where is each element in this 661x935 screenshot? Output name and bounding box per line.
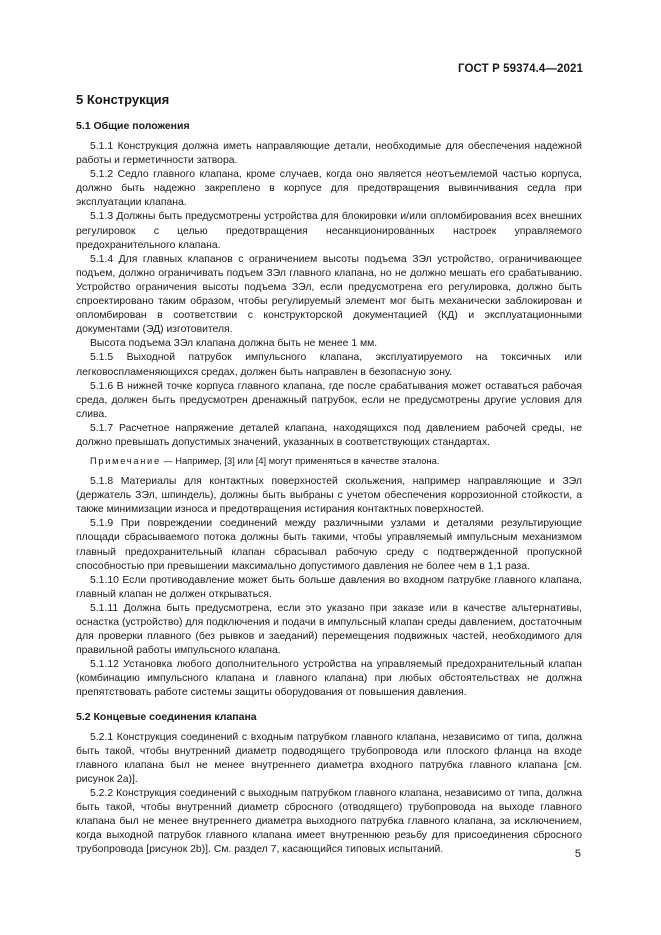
paragraph-5-1-4: 5.1.4 Для главных клапанов с ограничением высоты подъема ЗЭл устройство, ограничивающее подъем, должно ограничивать подъем ЗЭл главного клапана, но не должно мешать его срабатыванию. Устройство ограничения высоты подъема ЗЭл, если предусмотрена его регулировка, должно быть спроектировано таким образом, чтобы регулируемый элемент мог быть механически заблокирован и опломбирован в соответствии с конструкторской документацией (КД) и эксплуатационными документами (ЭД) изготовителя. (76, 253, 582, 336)
paragraph-5-2-1: 5.2.1 Конструкция соединений с входным патрубком главного клапана, независимо от типа, должна быть такой, чтобы внутренний диаметр подводящего трубопровода или плоского фланца на входе главного клапана был не менее внутреннего диаметра входного патрубка главного клапана [см. рисунок 2a)]. (76, 731, 582, 785)
paragraph-5-1-2: 5.1.2 Седло главного клапана, кроме случаев, когда оно является неотъемлемой частью корпуса, должно быть надежно закреплено в корпусе для предотвращения вывинчивания седла при эксплуатации клапана. (76, 169, 582, 209)
paragraph-5-1-12: 5.1.12 Установка любого дополнительного устройства на управляемый предохранительный клапан (комбинацию импульсного клапана и главного клапана) при любых обстоятельствах не должна препятствовать работе системы защиты оборудования от повышения давления. (76, 659, 582, 699)
note (76, 455, 582, 468)
paragraph-lift-height: Высота подъема ЗЭл клапана должна быть не менее 1 мм. (90, 338, 378, 350)
paragraph-5-1-7: 5.1.7 Расчетное напряжение деталей клапана, находящихся под давлением рабочей среды, не должно превышать допустимых значений, указанных в соответствующих стандартах. (76, 422, 582, 448)
section-title: 5 Конструкция (76, 92, 170, 107)
note-label: Примечание (90, 456, 161, 467)
paragraph-5-1-3: 5.1.3 Должны быть предусмотрены устройства для блокировки и/или опломбирования всех внешних регулировок с целью предотвращения несанкционированных настроек управляемого предохранительного клапана. (76, 211, 582, 251)
paragraph-5-1-10: 5.1.10 Если противодавление может быть больше давления во входном патрубке главного клапана, главный клапан не должен открываться. (76, 574, 582, 600)
paragraph-5-1-9: 5.1.9 При повреждении соединений между различными узлами и деталями результирующие площади сбрасываемого потока должны быть такими, чтобы управляемый импульсным механизмом главный предохранительный клапан сбрасывал рабочую среду с подтвержденной пропускной способностью при превышении максимально допустимого давления не более чем в 1,1 раза. (76, 518, 582, 572)
page-number: 5 (574, 848, 581, 860)
paragraph-5-2-2: 5.2.2 Конструкция соединений с выходным патрубком главного клапана, независимо от типа, должна быть такой, чтобы внутренний диаметр сбросного (отводящего) трубопровода на выходе главного клапана был не менее внутреннего диаметра выходного патрубка главного клапана, за исключением, когда выходной патрубок главного клапана имеет внутреннюю резьбу для присоединения сбросного трубопровода [рисунок 2b)]. См. раздел 7, касающийся типовых испытаний. (76, 787, 582, 856)
paragraph-5-1-8: 5.1.8 Материалы для контактных поверхностей скольжения, например направляющие и ЗЭл (держатель ЗЭл, шпиндель), должны быть выбраны с учетом обеспечения коррозионной стойкости, а также минимизации износа и предотвращения истирания контактных поверхностей. (76, 476, 582, 516)
subsection-title-5-2: 5.2 Концевые соединения клапана (76, 710, 257, 723)
paragraph-5-1-5: 5.1.5 Выходной патрубок импульсного клапана, эксплуатируемого на токсичных или легковоспламеняющихся средах, должен быть направлен в безопасную зону. (76, 352, 582, 378)
page-content (76, 92, 582, 857)
note-text: — Например, [3] или [4] могут применяться в качестве эталона. (160, 456, 440, 467)
paragraph-5-1-1: 5.1.1 Конструкция должна иметь направляющие детали, необходимые для обеспечения надежной работы и герметичности затвора. (76, 141, 582, 167)
standard-designation: ГОСТ Р 59374.4—2021 (458, 63, 583, 75)
paragraph-5-1-6: 5.1.6 В нижней точке корпуса главного клапана, где после срабатывания может оставаться рабочая среда, должен быть предусмотрен дренажный патрубок, если не предусмотрены другие условия для слива. (76, 380, 582, 420)
paragraph-5-1-11: 5.1.11 Должна быть предусмотрена, если это указано при заказе или в качестве альтернативы, оснастка (устройство) для подключения и подачи в импульсный клапан среды давлением, достаточным для проверки плавного (без рывков и заеданий) перемещения подвижных частей, необходимого для правильной работы импульсного клапана. (76, 602, 582, 657)
subsection-title-5-1: 5.1 Общие положения (76, 120, 190, 132)
